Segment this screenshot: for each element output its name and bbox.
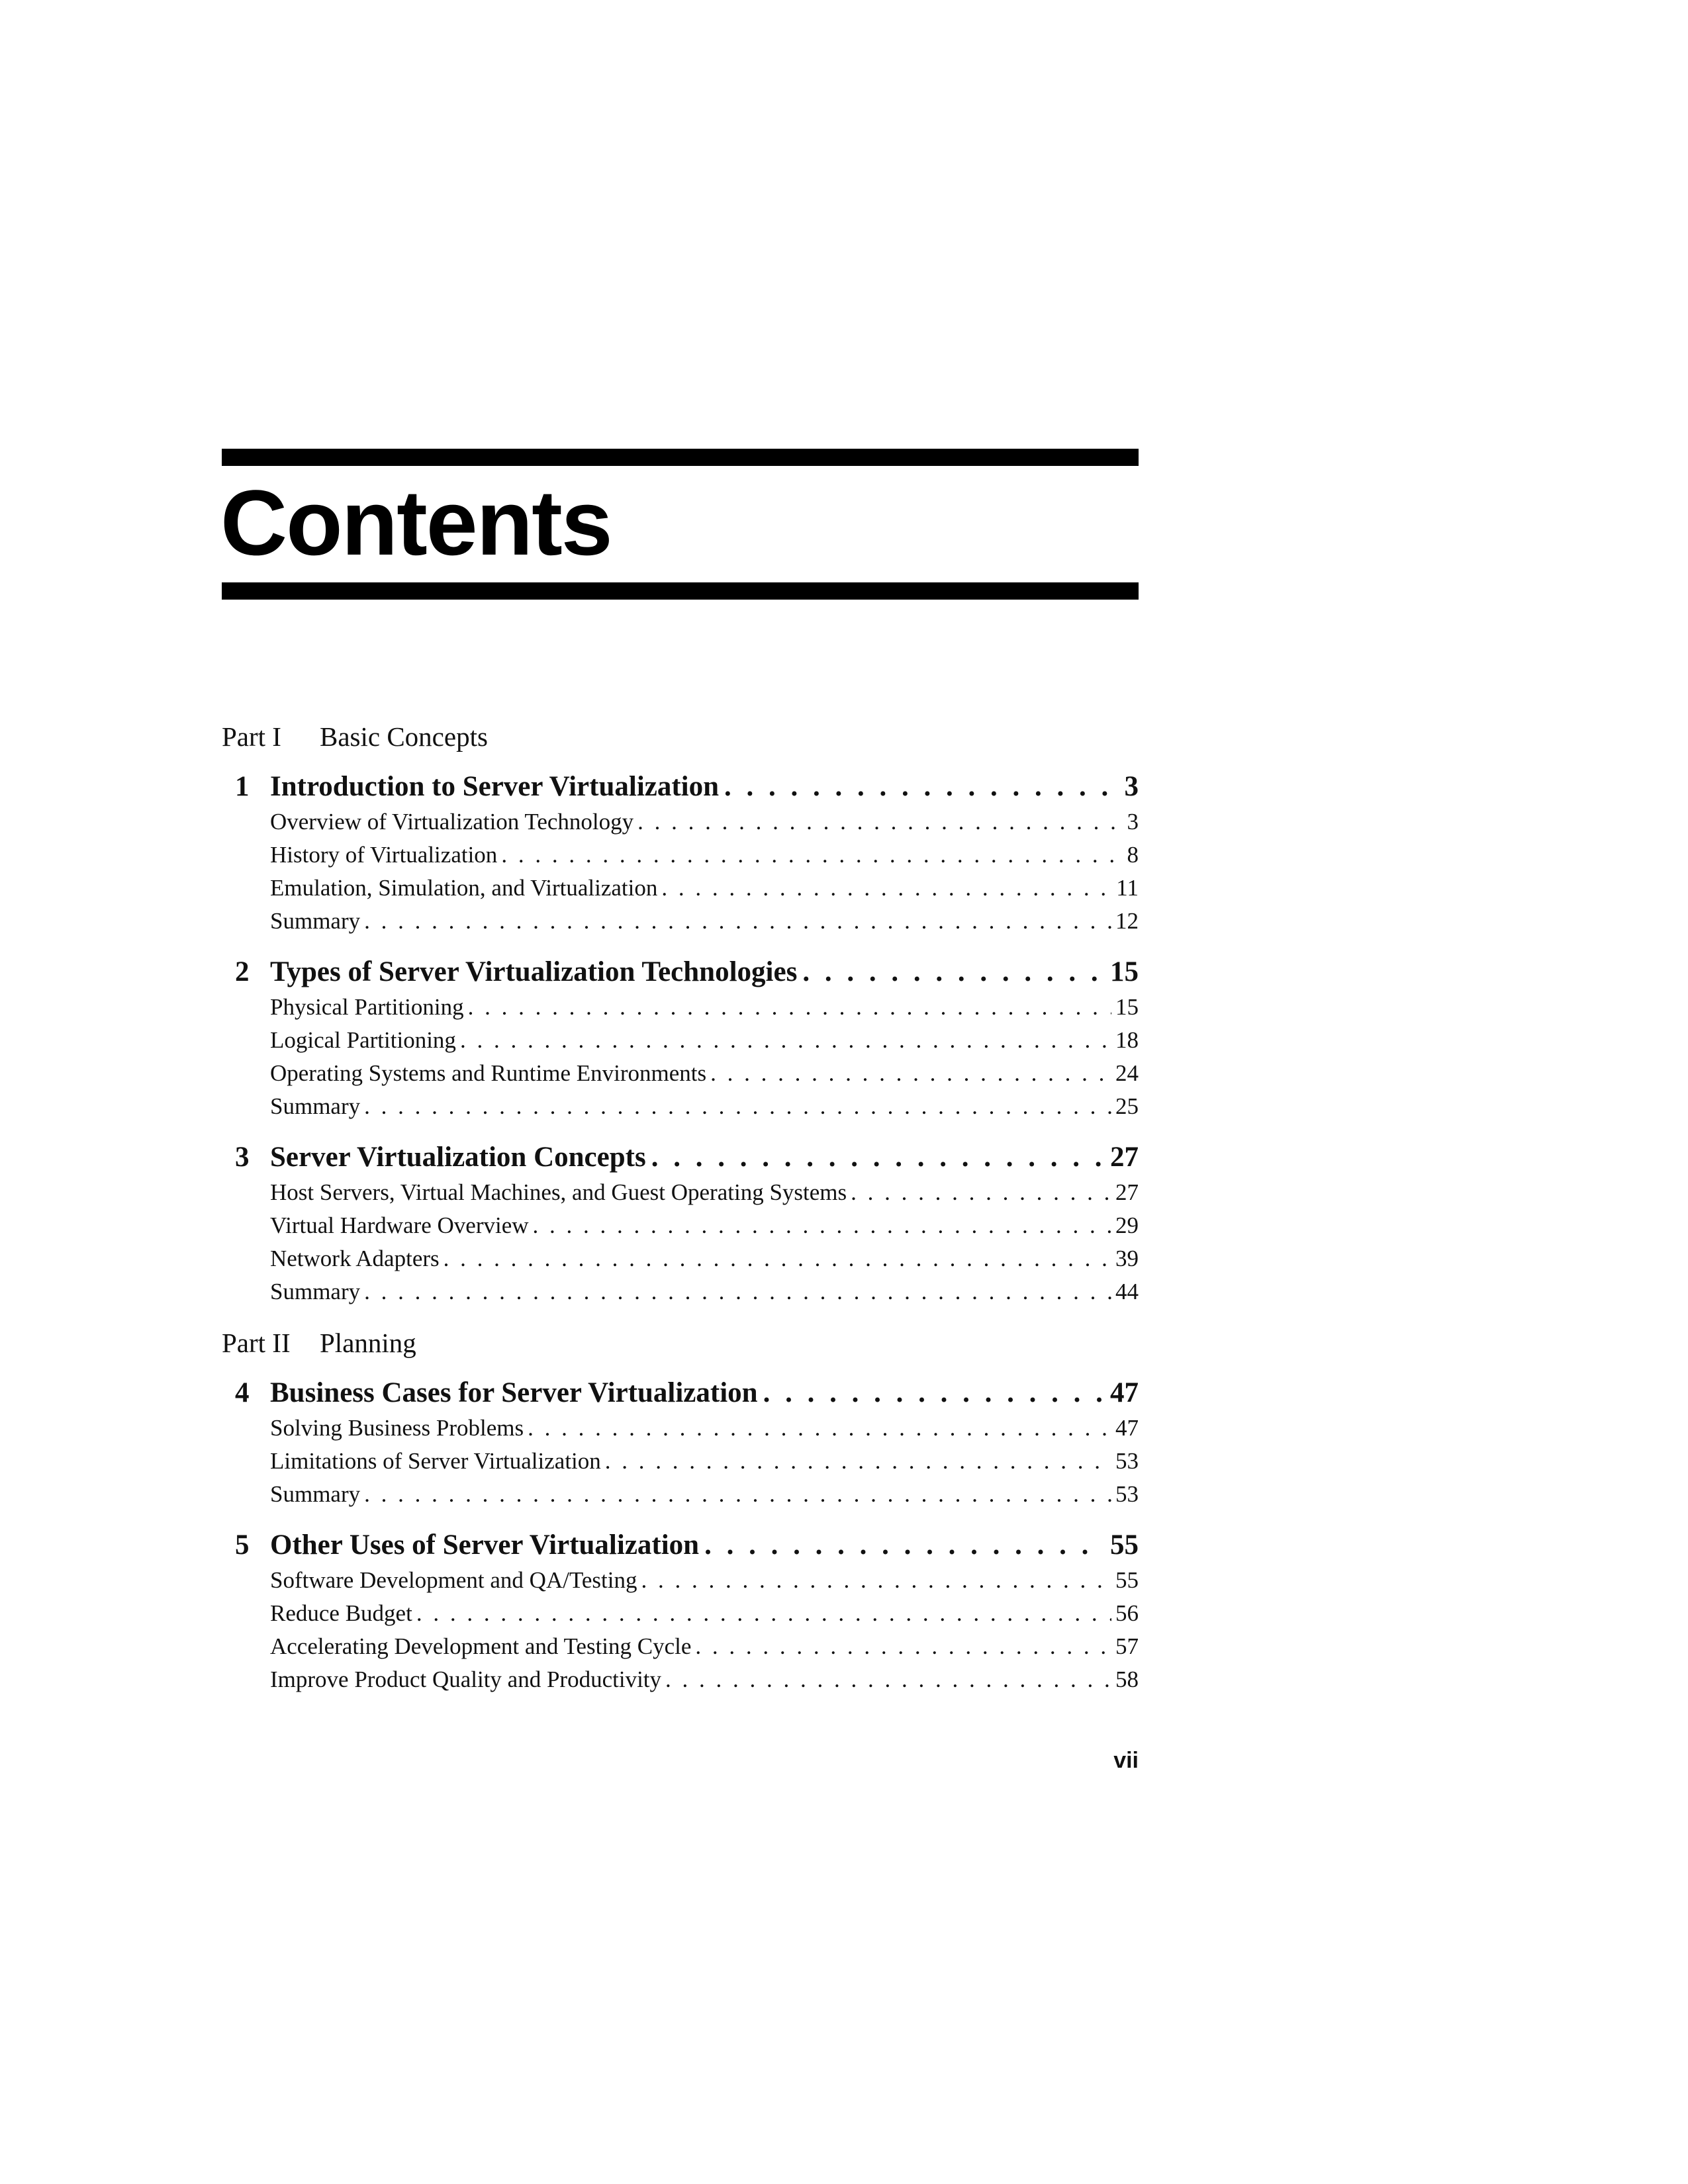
chapter-number: 1 (235, 771, 250, 802)
dot-leader (444, 1242, 1111, 1275)
section-page-number: 39 (1115, 1246, 1139, 1271)
section-page-number: 44 (1115, 1279, 1139, 1304)
dot-leader (364, 1090, 1111, 1123)
section-row (222, 1630, 1139, 1663)
chapter-row (222, 1527, 1139, 1564)
section-title: Solving Business Problems (270, 1415, 524, 1441)
chapter-number: 4 (235, 1377, 250, 1408)
section-title: Overview of Virtualization Technology (270, 809, 634, 835)
section-row (222, 1663, 1139, 1696)
part-title: Planning (320, 1328, 416, 1358)
section-page-number: 47 (1115, 1415, 1139, 1441)
section-title: History of Virtualization (270, 842, 498, 868)
chapter-number: 5 (235, 1529, 250, 1561)
chapter-entry (222, 1139, 1139, 1308)
section-title: Summary (270, 1481, 361, 1507)
dot-leader (416, 1597, 1111, 1630)
chapter-title: Types of Server Virtualization Technologies (270, 956, 798, 987)
dot-leader (710, 1057, 1111, 1090)
bottom-rule (222, 582, 1139, 600)
section-page-number: 25 (1115, 1093, 1139, 1119)
section-row (222, 1209, 1139, 1242)
dot-leader (605, 1445, 1111, 1478)
section-row (222, 1445, 1139, 1478)
section-page-number: 29 (1115, 1212, 1139, 1238)
section-row (222, 1057, 1139, 1090)
section-title: Improve Product Quality and Productivity (270, 1666, 662, 1692)
chapter-entry (222, 768, 1139, 938)
dot-leader (528, 1412, 1111, 1445)
section-title: Accelerating Development and Testing Cycle (270, 1633, 692, 1659)
chapter-title: Server Virtualization Concepts (270, 1142, 646, 1173)
dot-leader (641, 1564, 1112, 1597)
chapter-page-number: 27 (1110, 1142, 1139, 1173)
section-row (222, 1275, 1139, 1308)
dot-leader (468, 991, 1111, 1024)
dot-leader (364, 905, 1111, 938)
section-row (222, 805, 1139, 839)
section-page-number: 57 (1115, 1633, 1139, 1659)
section-page-number: 56 (1115, 1600, 1139, 1626)
chapter-entry (222, 1527, 1139, 1696)
section-title: Virtual Hardware Overview (270, 1212, 529, 1238)
page-title: Contents (220, 471, 612, 574)
section-page-number: 18 (1115, 1027, 1139, 1053)
section-page-number: 53 (1115, 1481, 1139, 1507)
chapter-row (222, 954, 1139, 991)
dot-leader (724, 768, 1119, 805)
section-row (222, 1597, 1139, 1630)
section-row (222, 991, 1139, 1024)
dot-leader (802, 954, 1105, 991)
dot-leader (763, 1375, 1105, 1412)
chapter-entry (222, 1375, 1139, 1511)
chapter-page-number: 15 (1110, 956, 1139, 987)
dot-leader (460, 1024, 1111, 1057)
section-title: Summary (270, 1279, 361, 1304)
chapter-entry (222, 954, 1139, 1123)
chapter-row (222, 768, 1139, 805)
dot-leader (695, 1630, 1111, 1663)
section-row (222, 1024, 1139, 1057)
chapter-title: Other Uses of Server Virtualization (270, 1529, 700, 1561)
section-row (222, 1176, 1139, 1209)
section-page-number: 8 (1127, 842, 1139, 868)
section-page-number: 53 (1115, 1448, 1139, 1474)
top-rule (222, 449, 1139, 466)
section-row (222, 1412, 1139, 1445)
section-title: Summary (270, 1093, 361, 1119)
section-row (222, 1242, 1139, 1275)
section-title: Limitations of Server Virtualization (270, 1448, 601, 1474)
dot-leader (533, 1209, 1111, 1242)
section-page-number: 3 (1127, 809, 1139, 835)
dot-leader (364, 1478, 1111, 1511)
part-label: Part I (222, 721, 281, 752)
section-title: Network Adapters (270, 1246, 440, 1271)
section-title: Reduce Budget (270, 1600, 412, 1626)
section-title: Operating Systems and Runtime Environments (270, 1060, 707, 1086)
section-row (222, 1090, 1139, 1123)
chapter-page-number: 47 (1110, 1377, 1139, 1408)
dot-leader (637, 805, 1123, 839)
section-title: Summary (270, 908, 361, 934)
table-of-contents (222, 718, 1139, 1712)
section-title: Logical Partitioning (270, 1027, 456, 1053)
section-row (222, 1564, 1139, 1597)
section-title: Software Development and QA/Testing (270, 1567, 637, 1593)
chapter-number: 3 (235, 1142, 250, 1173)
dot-leader (661, 872, 1112, 905)
chapter-page-number: 55 (1110, 1529, 1139, 1561)
dot-leader (501, 839, 1123, 872)
section-row (222, 839, 1139, 872)
section-title: Host Servers, Virtual Machines, and Guest Operating Systems (270, 1179, 847, 1205)
part-heading (222, 1324, 1139, 1361)
section-page-number: 15 (1115, 994, 1139, 1020)
part-heading (222, 718, 1139, 755)
chapter-page-number: 3 (1124, 771, 1139, 802)
part-label: Part II (222, 1328, 291, 1358)
section-row (222, 905, 1139, 938)
dot-leader (704, 1527, 1105, 1564)
chapter-title: Introduction to Server Virtualization (270, 771, 720, 802)
chapter-number: 2 (235, 956, 250, 987)
chapter-row (222, 1375, 1139, 1412)
dot-leader (851, 1176, 1111, 1209)
section-page-number: 27 (1115, 1179, 1139, 1205)
section-row (222, 872, 1139, 905)
section-page-number: 24 (1115, 1060, 1139, 1086)
dot-leader (665, 1663, 1111, 1696)
section-page-number: 58 (1115, 1666, 1139, 1692)
page-number: vii (1113, 1748, 1139, 1773)
dot-leader (651, 1139, 1105, 1176)
section-title: Emulation, Simulation, and Virtualization (270, 875, 658, 901)
part-title: Basic Concepts (320, 721, 488, 752)
section-page-number: 11 (1116, 875, 1139, 901)
section-page-number: 55 (1115, 1567, 1139, 1593)
section-title: Physical Partitioning (270, 994, 464, 1020)
chapter-title: Business Cases for Server Virtualization (270, 1377, 758, 1408)
section-page-number: 12 (1115, 908, 1139, 934)
section-row (222, 1478, 1139, 1511)
dot-leader (364, 1275, 1111, 1308)
chapter-row (222, 1139, 1139, 1176)
